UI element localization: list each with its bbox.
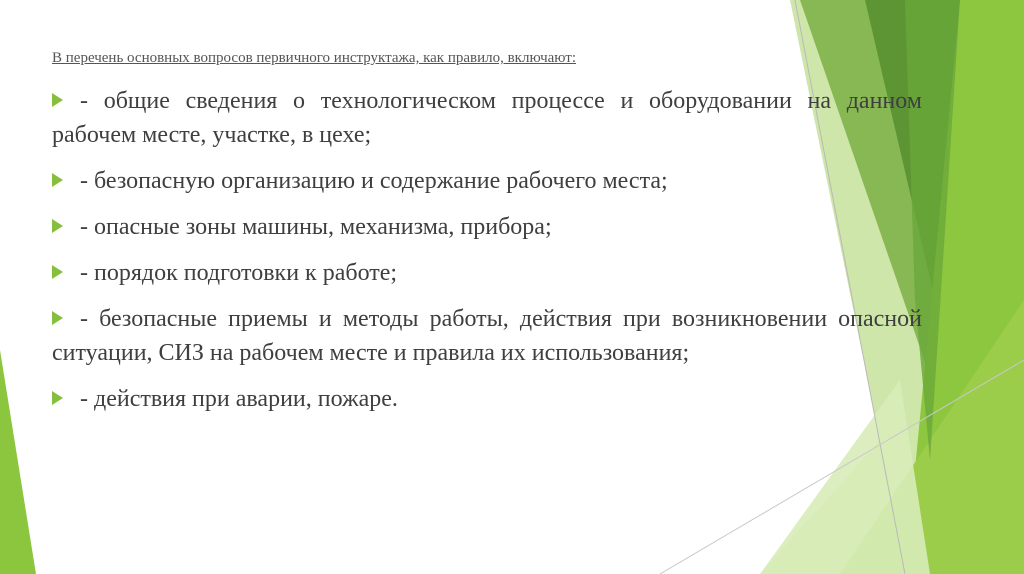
bullet-text: - безопасную организацию и содержание рабочего места; (80, 168, 668, 194)
slide-heading: В перечень основных вопросов первичного инструктажа, как правило, включают: (52, 50, 577, 66)
bullet-list (52, 84, 922, 428)
bullet-text: - общие сведения о технологическом процессе и оборудовании на данном рабочем месте, участке, в цехе; (52, 88, 922, 148)
list-item (52, 210, 922, 244)
left-green-stripe (0, 350, 36, 574)
bullet-text: - порядок подготовки к работе; (80, 260, 398, 286)
triangle-right-icon (52, 173, 63, 187)
bullet-text: - действия при аварии, пожаре. (80, 386, 398, 412)
list-item (52, 302, 922, 370)
list-item (52, 382, 922, 416)
bullet-text: - безопасные приемы и методы работы, действия при возникновении опасной ситуации, СИЗ на рабочем месте и правила их использования; (52, 306, 922, 366)
triangle-right-icon (52, 93, 63, 107)
triangle-right-icon (52, 311, 63, 325)
triangle-right-icon (52, 391, 63, 405)
list-item (52, 256, 922, 290)
list-item (52, 164, 922, 198)
triangle-right-icon (52, 265, 63, 279)
bullet-text: - опасные зоны машины, механизма, прибора; (80, 214, 552, 240)
list-item (52, 84, 922, 152)
triangle-right-icon (52, 219, 63, 233)
